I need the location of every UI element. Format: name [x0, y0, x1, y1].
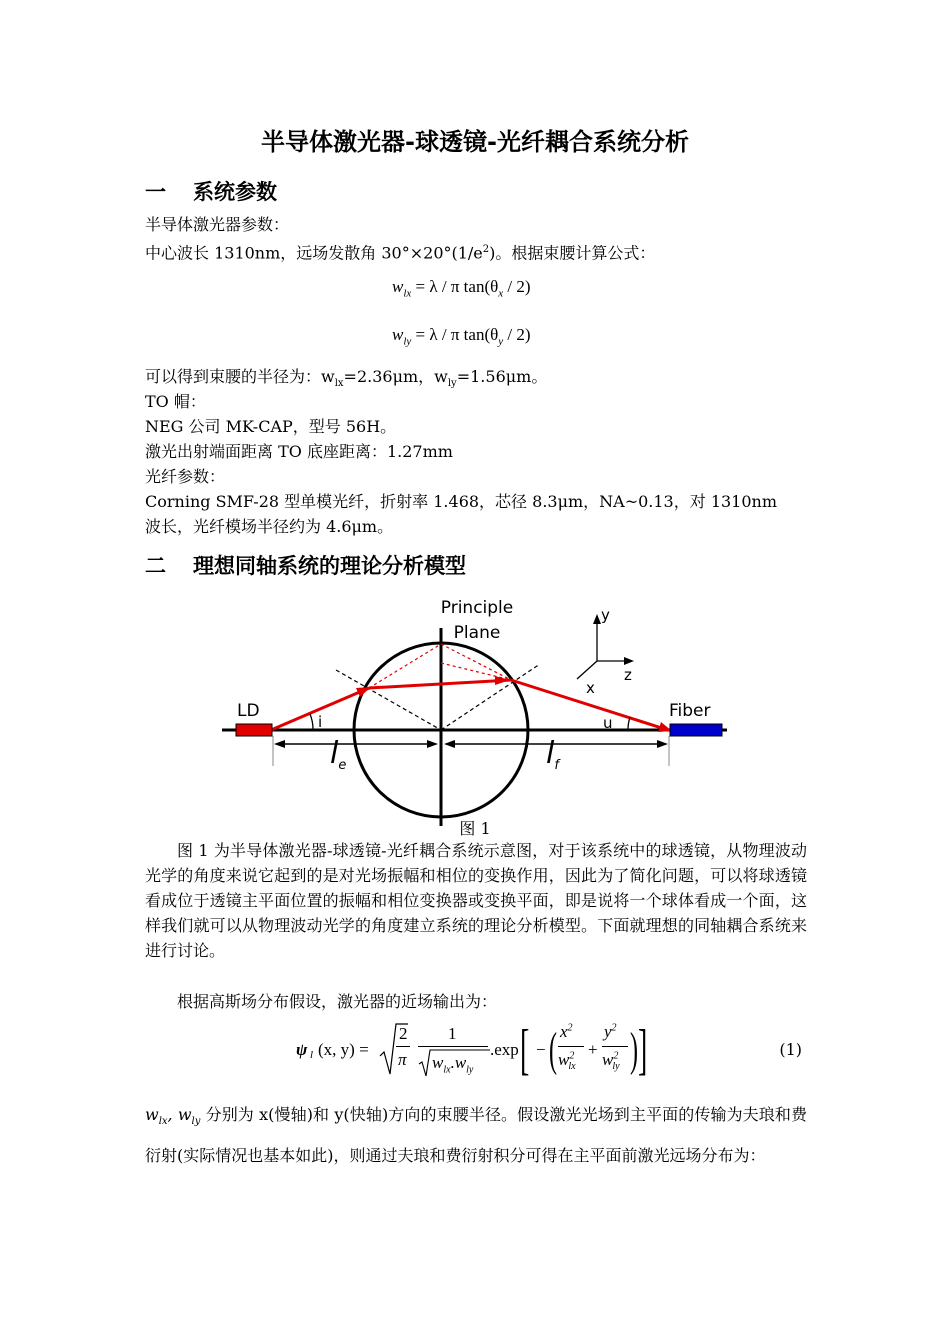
coord-axis-x	[577, 661, 597, 679]
eq-sqrt-num: 2	[399, 1024, 408, 1043]
section-number: 二	[145, 554, 166, 578]
subscript: lx	[334, 378, 344, 390]
eq-expression: = λ / π tan(θ	[415, 277, 499, 296]
page-title: 半导体激光器-球透镜-光纤耦合系统分析	[261, 128, 689, 156]
fraction-bar	[418, 1046, 488, 1047]
eq-psi: ψ	[296, 1040, 308, 1059]
eq-wlx2	[558, 1050, 576, 1072]
coord-z-label: z	[624, 666, 632, 684]
eq-paren-right: )	[630, 1023, 638, 1076]
fraction-bar	[558, 1046, 584, 1047]
angle-arc-i	[310, 714, 313, 730]
principle-plane-label-1: Principle	[440, 598, 514, 618]
text-run: )。根据束腰计算公式：	[489, 243, 656, 263]
construction-line	[441, 664, 540, 730]
equation-number: (1)	[779, 1040, 802, 1059]
dimension-arrow	[274, 740, 285, 748]
eq-args: (x, y) =	[318, 1040, 369, 1059]
eq-expression: = λ / π tan(θ	[415, 325, 499, 344]
text-run: 可以得到束腰的半径为：w	[145, 367, 335, 386]
le-subscript: e	[338, 758, 347, 773]
paragraph-2: 根据高斯场分布假设，激光器的近场输出为：	[177, 992, 498, 1011]
lf-label	[546, 736, 561, 773]
fiber-params-heading: 光纤参数：	[145, 467, 226, 486]
eq-symbol: x	[560, 1022, 568, 1041]
le-symbol: l	[330, 736, 339, 771]
eq-subscript: ly	[612, 1061, 620, 1073]
eq-symbol: .w	[450, 1053, 467, 1072]
eq-symbol: w	[558, 1050, 570, 1069]
fiber-end	[670, 724, 722, 736]
eq-bracket-left: [	[520, 1019, 530, 1081]
construction-line	[336, 670, 441, 730]
ld-emitter	[236, 724, 272, 736]
eq-subscript: lx	[403, 287, 412, 300]
ray-arrowhead	[495, 676, 510, 685]
paragraph-3	[145, 1098, 807, 1173]
eq-symbol: w	[602, 1050, 614, 1069]
eq-symbol: y	[604, 1022, 612, 1041]
text-run: 中心波长 1310nm，远场发散角 30°×20°(1/e	[145, 243, 483, 263]
eq-subscript: ly	[403, 335, 412, 348]
principle-plane-label-2: Plane	[453, 623, 501, 643]
fraction-bar	[396, 1046, 410, 1047]
dimension-arrow	[657, 740, 668, 748]
eq-symbol: w	[432, 1053, 444, 1072]
section-number: 一	[145, 180, 166, 204]
to-cap-model: NEG 公司 MK-CAP，型号 56H。	[145, 417, 397, 436]
eq-paren-left: (	[549, 1023, 557, 1076]
coord-arrow-y	[593, 614, 601, 624]
angle-i-label: i	[318, 713, 323, 731]
paragraph-text: 分别为 x(慢轴)和 y(快轴)方向的束腰半径。假设激光光场到主平面的传输为夫琅和费衍射(实际情况也基本如此)，则通过夫琅和费衍射积分可得在主平面前激光远场分布为：	[145, 1105, 807, 1166]
superscript: 2	[482, 244, 490, 255]
figure-caption: 图 1	[459, 819, 491, 838]
eq-superscript: 2	[613, 1050, 619, 1062]
eq-subscript: lx	[158, 1116, 168, 1128]
section-title: 系统参数	[193, 180, 277, 204]
text-run: =2.36μm，w	[343, 367, 448, 386]
lf-subscript: f	[554, 758, 559, 773]
section-title: 理想同轴系统的理论分析模型	[193, 554, 466, 578]
eq-subscript: l	[310, 1049, 314, 1061]
dimension-arrow	[444, 740, 455, 748]
eq-sqrt-den: π	[398, 1050, 407, 1069]
eq-frac-num: 1	[448, 1024, 457, 1043]
ld-label: LD	[237, 701, 260, 721]
fiber-params-line-2: 波长，光纤模场半径约为 4.6μm。	[145, 517, 394, 536]
eq-symbol: w	[392, 277, 404, 296]
ray-arrowhead	[356, 687, 371, 697]
coord-arrow-z	[624, 657, 634, 665]
subscript: ly	[447, 378, 457, 390]
text-run: =1.56μm。	[456, 367, 548, 386]
to-cap-distance: 激光出射端面距离 TO 底座距离：1.27mm	[145, 442, 453, 461]
fiber-label: Fiber	[669, 701, 711, 721]
eq-exp: .exp	[490, 1040, 519, 1059]
ld-params-heading: 半导体激光器参数：	[145, 215, 290, 234]
eq-y2	[604, 1022, 617, 1042]
eq-subscript: lx	[443, 1064, 451, 1076]
eq-symbol: w	[392, 325, 404, 344]
eq-expression: / 2)	[503, 325, 531, 344]
eq-subscript: ly	[466, 1064, 474, 1076]
eq-subscript: ly	[191, 1116, 201, 1128]
angle-arc-u	[628, 717, 630, 730]
eq-x2	[560, 1022, 573, 1042]
eq-symbol: , w	[167, 1105, 192, 1124]
fiber-params-line-1: Corning SMF-28 型单模光纤，折射率 1.468，芯径 8.3μm，NA~0.13，对 1310nm	[145, 492, 778, 511]
dimension-arrow	[427, 740, 438, 748]
eq-plus: +	[588, 1040, 598, 1059]
eq-frac-den	[432, 1053, 473, 1075]
eq-subscript: x	[498, 287, 504, 300]
eq-superscript: 2	[569, 1050, 575, 1062]
equation-1	[296, 1020, 656, 1082]
eq-bracket-right: ]	[638, 1019, 648, 1081]
coord-y-label: y	[601, 606, 610, 624]
fraction-bar	[602, 1046, 628, 1047]
to-cap-heading: TO 帽：	[145, 392, 206, 411]
eq-minus: −	[536, 1040, 546, 1059]
coord-x-label: x	[586, 679, 595, 697]
paragraph-1: 图 1 为半导体激光器-球透镜-光纤耦合系统示意图，对于该系统中的球透镜，从物理波动光学的角度来说它起到的是对光场振幅和相位的变换作用，因此为了简化问题，可以将球透镜看成位于透镜主平面位置的振幅和相位变换器或变换平面，即是说将一个球体看成一个面，这样我们就可以从物理波动光学的角度建立系统的理论分析模型。下面就理想的同轴耦合系统来进行讨论。	[145, 841, 807, 960]
eq-symbol: w	[145, 1105, 159, 1124]
eq-superscript: 2	[611, 1022, 617, 1034]
angle-u-label: u	[603, 714, 613, 732]
eq-wly2	[602, 1050, 620, 1072]
eq-subscript: lx	[568, 1061, 576, 1073]
lf-symbol: l	[546, 736, 555, 771]
eq-superscript: 2	[567, 1022, 573, 1034]
le-label	[330, 736, 346, 773]
eq-expression: / 2)	[503, 277, 531, 296]
eq-subscript: y	[498, 335, 504, 348]
